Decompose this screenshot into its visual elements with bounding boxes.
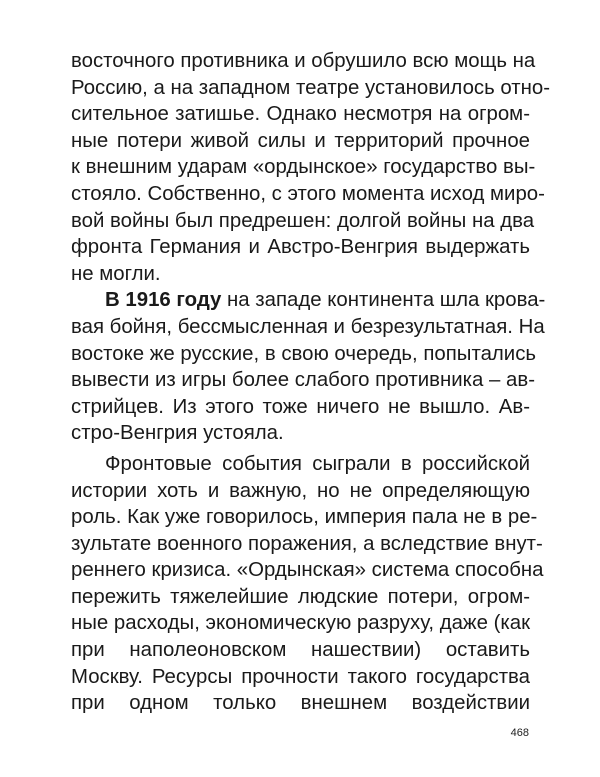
bold-year-phrase: В 1916 году — [105, 289, 222, 312]
paragraph-1 — [71, 48, 551, 287]
text-line: к внешним ударам «ордынское» государство вы- — [71, 156, 536, 179]
paragraph-2 — [71, 287, 546, 447]
paragraph-3 — [71, 451, 544, 717]
text-line: не могли. — [71, 262, 161, 285]
text-line: при наполеоновском нашествии) оставить — [71, 639, 530, 662]
text-line: стро-Венгрия устояла. — [71, 422, 284, 445]
text-line: сительное затишье. Однако несмотря на огром- — [71, 103, 530, 126]
text-line: Россию, а на западном театре установилось отно- — [71, 76, 551, 99]
page-number: 468 — [510, 727, 529, 739]
text-line: при одном только внешнем воздействии — [71, 692, 530, 715]
text-line — [71, 287, 546, 314]
text-line: востоке же русские, в свою очередь, попытались — [71, 342, 537, 365]
text-span: на западе континента шла крова- — [221, 289, 546, 312]
text-line: вывести из игры более слабого противника – ав- — [71, 369, 536, 392]
book-page-text — [71, 48, 551, 717]
text-line: стояло. Собственно, с этого момента исход миро- — [71, 182, 545, 205]
text-line: стрийцев. Из этого тоже ничего не вышло. Ав- — [71, 395, 530, 418]
text-line: реннего кризиса. «Ордынская» система способна — [71, 559, 544, 582]
text-line: ные потери живой силы и территорий прочное — [71, 129, 530, 152]
text-line: пережить тяжелейшие людские потери, огром- — [71, 585, 530, 608]
text-line: вая бойня, бессмысленная и безрезультатная. На — [71, 315, 545, 338]
text-line: зультате военного поражения, а вследствие внут- — [71, 532, 543, 555]
text-line: Москву. Ресурсы прочности такого государства — [71, 665, 530, 688]
text-line: Фронтовые события сыграли в российской — [105, 452, 530, 475]
text-line: вой войны был предрешен: долгой войны на два — [71, 209, 535, 232]
text-line: истории хоть и важную, но не определяющую — [71, 479, 530, 502]
text-line: восточного противника и обрушило всю мощь на — [71, 50, 536, 72]
text-line: фронта Германия и Австро-Венгрия выдержать — [71, 236, 530, 259]
text-line: роль. Как уже говорилось, империя пала не в ре- — [71, 506, 538, 529]
text-line: ные расходы, экономическую разруху, даже (как — [71, 612, 530, 635]
